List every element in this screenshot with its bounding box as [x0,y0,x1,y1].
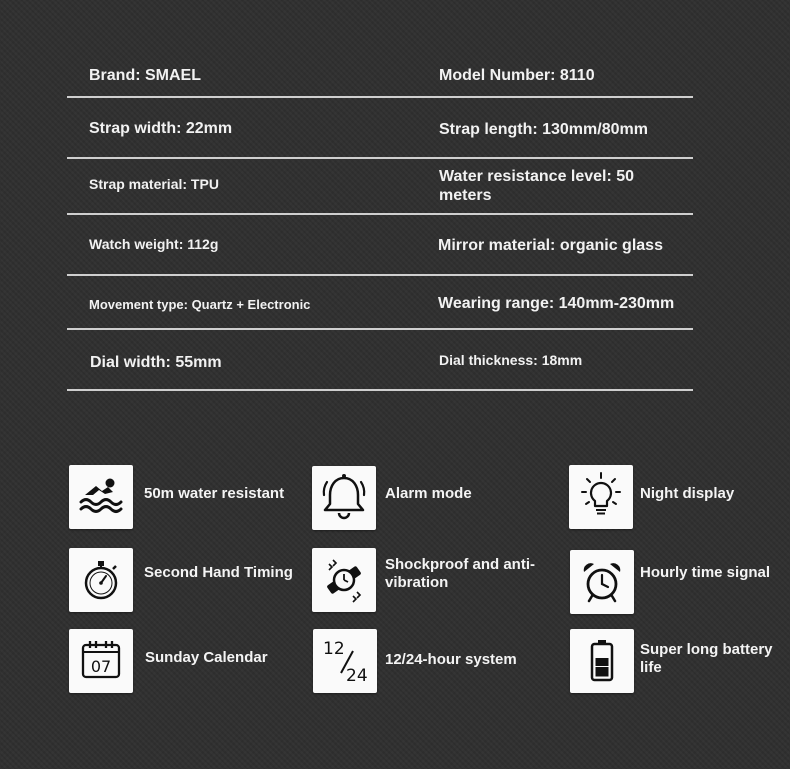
spec-wearing-range: Wearing range: 140mm-230mm [438,295,675,312]
spec-strap-material: Strap material: TPU [89,176,219,192]
bell-icon [312,466,376,530]
feature-label: Sunday Calendar [145,649,268,666]
spec-watch-weight: Watch weight: 112g [89,236,219,252]
calendar-icon [69,629,133,693]
spec-strap-width: Strap width: 22mm [89,120,233,137]
stopwatch-icon [69,548,133,612]
spec-row [67,330,693,391]
alarm-clock-icon [570,550,634,614]
12-24-icon-top: 12 [323,639,345,659]
spec-row [67,54,693,98]
swimmer-icon [69,465,133,529]
spec-row [67,215,693,276]
lightbulb-icon [569,465,633,529]
spec-model-number: Model Number: 8110 [439,67,595,84]
battery-icon [570,629,634,693]
spec-brand: Brand: SMAEL [89,67,201,84]
spec-water-resistance: Water resistance level: 50 meters [439,168,635,204]
calendar-icon-text: 07 [90,657,112,676]
spec-dial-thickness: Dial thickness: 18mm [439,352,583,368]
feature-label: Shockproof and anti-vibration [385,556,535,591]
feature-label: 12/24-hour system [385,651,517,668]
spec-row [67,276,693,330]
spec-dial-width: Dial width: 55mm [90,354,222,371]
feature-label: Super long battery life [640,641,773,676]
feature-label: Alarm mode [385,485,472,502]
12-24-icon-bottom: 24 [346,666,368,686]
spec-strap-length: Strap length: 130mm/80mm [439,121,648,138]
spec-row [67,98,693,159]
spec-movement-type: Movement type: Quartz + Electronic [89,297,311,312]
feature-label: Second Hand Timing [144,564,293,581]
shockproof-watch-icon [312,548,376,612]
feature-label: Hourly time signal [640,564,771,581]
spec-row [67,159,693,215]
feature-label: 50m water resistant [144,485,285,502]
12-24-hour-icon [313,629,377,693]
feature-label: Night display [640,485,735,502]
spec-mirror-material: Mirror material: organic glass [438,237,663,254]
spec-table [67,54,693,391]
